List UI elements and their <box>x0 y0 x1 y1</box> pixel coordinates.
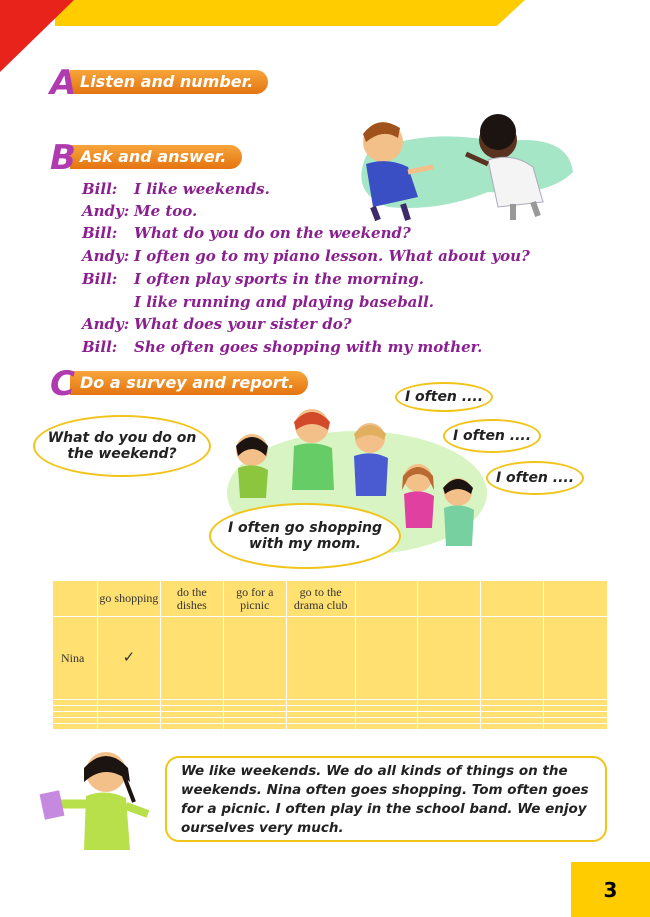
speaker: Bill: <box>82 270 118 288</box>
girl-illustration <box>38 742 160 857</box>
section-a-title: Listen and number. <box>70 70 268 94</box>
table-row <box>53 617 608 700</box>
header-cell <box>544 581 608 617</box>
table-cell <box>355 617 418 700</box>
table-cell <box>355 724 418 730</box>
line-text: I like weekends. <box>134 180 270 198</box>
section-b-title: Ask and answer. <box>70 145 242 169</box>
header-row <box>53 581 608 617</box>
question-bubble: What do you do on the weekend? <box>33 415 211 477</box>
answer-bubble: I often go shopping with my mom. <box>209 503 401 569</box>
table-cell <box>286 724 355 730</box>
section-b-letter: B <box>50 138 76 178</box>
table-cell <box>418 617 481 700</box>
header-cell <box>53 581 98 617</box>
table-cell <box>160 724 223 730</box>
section-c-letter: C <box>50 364 75 404</box>
survey-table <box>52 580 608 730</box>
table-cell <box>481 617 544 700</box>
table-cell <box>97 724 160 730</box>
header-cell: go shopping <box>97 581 160 617</box>
header-cell: go to the drama club <box>286 581 355 617</box>
table-cell <box>53 724 98 730</box>
line-text: I often play sports in the morning. <box>134 270 425 288</box>
line-text: I like running and playing baseball. <box>134 293 435 311</box>
table-cell <box>223 724 286 730</box>
line-text: What does your sister do? <box>134 315 352 333</box>
often-bubble-3: I often .... <box>486 461 584 495</box>
line-text: Me too. <box>134 202 198 220</box>
header-cell <box>355 581 418 617</box>
header-cell: do the dishes <box>160 581 223 617</box>
often-bubble-2: I often .... <box>443 419 541 453</box>
table-cell <box>481 724 544 730</box>
table-cell <box>544 617 608 700</box>
header-cell <box>418 581 481 617</box>
table-cell: ✓ <box>97 617 160 700</box>
header-cell: go for a picnic <box>223 581 286 617</box>
two-boys-illustration <box>348 112 578 222</box>
section-c-title: Do a survey and report. <box>70 371 308 395</box>
table-cell <box>223 617 286 700</box>
speaker: Bill: <box>82 180 118 198</box>
line-text: She often goes shopping with my mother. <box>134 338 483 356</box>
table-cell <box>286 617 355 700</box>
top-banner <box>55 0 525 26</box>
header-cell <box>481 581 544 617</box>
report-bubble: We like weekends. We do all kinds of things on the weekends. Nina often goes shopping. Tom often goes for a picnic. I often play in the school band. We enjoy ourselves very much. <box>165 756 607 842</box>
speaker: Bill: <box>82 338 118 356</box>
speaker: Andy: <box>82 315 130 333</box>
line-text: I often go to my piano lesson. What about you? <box>134 247 530 265</box>
table-cell: Nina <box>53 617 98 700</box>
section-a-letter: A <box>50 63 77 103</box>
speaker: Bill: <box>82 224 118 242</box>
table-row <box>53 724 608 730</box>
often-bubble-1: I often .... <box>395 382 493 412</box>
page-number: 3 <box>571 862 650 917</box>
table-cell <box>418 724 481 730</box>
speaker: Andy: <box>82 247 130 265</box>
speaker: Andy: <box>82 202 130 220</box>
line-text: What do you do on the weekend? <box>134 224 411 242</box>
table-cell <box>544 724 608 730</box>
table-cell <box>160 617 223 700</box>
